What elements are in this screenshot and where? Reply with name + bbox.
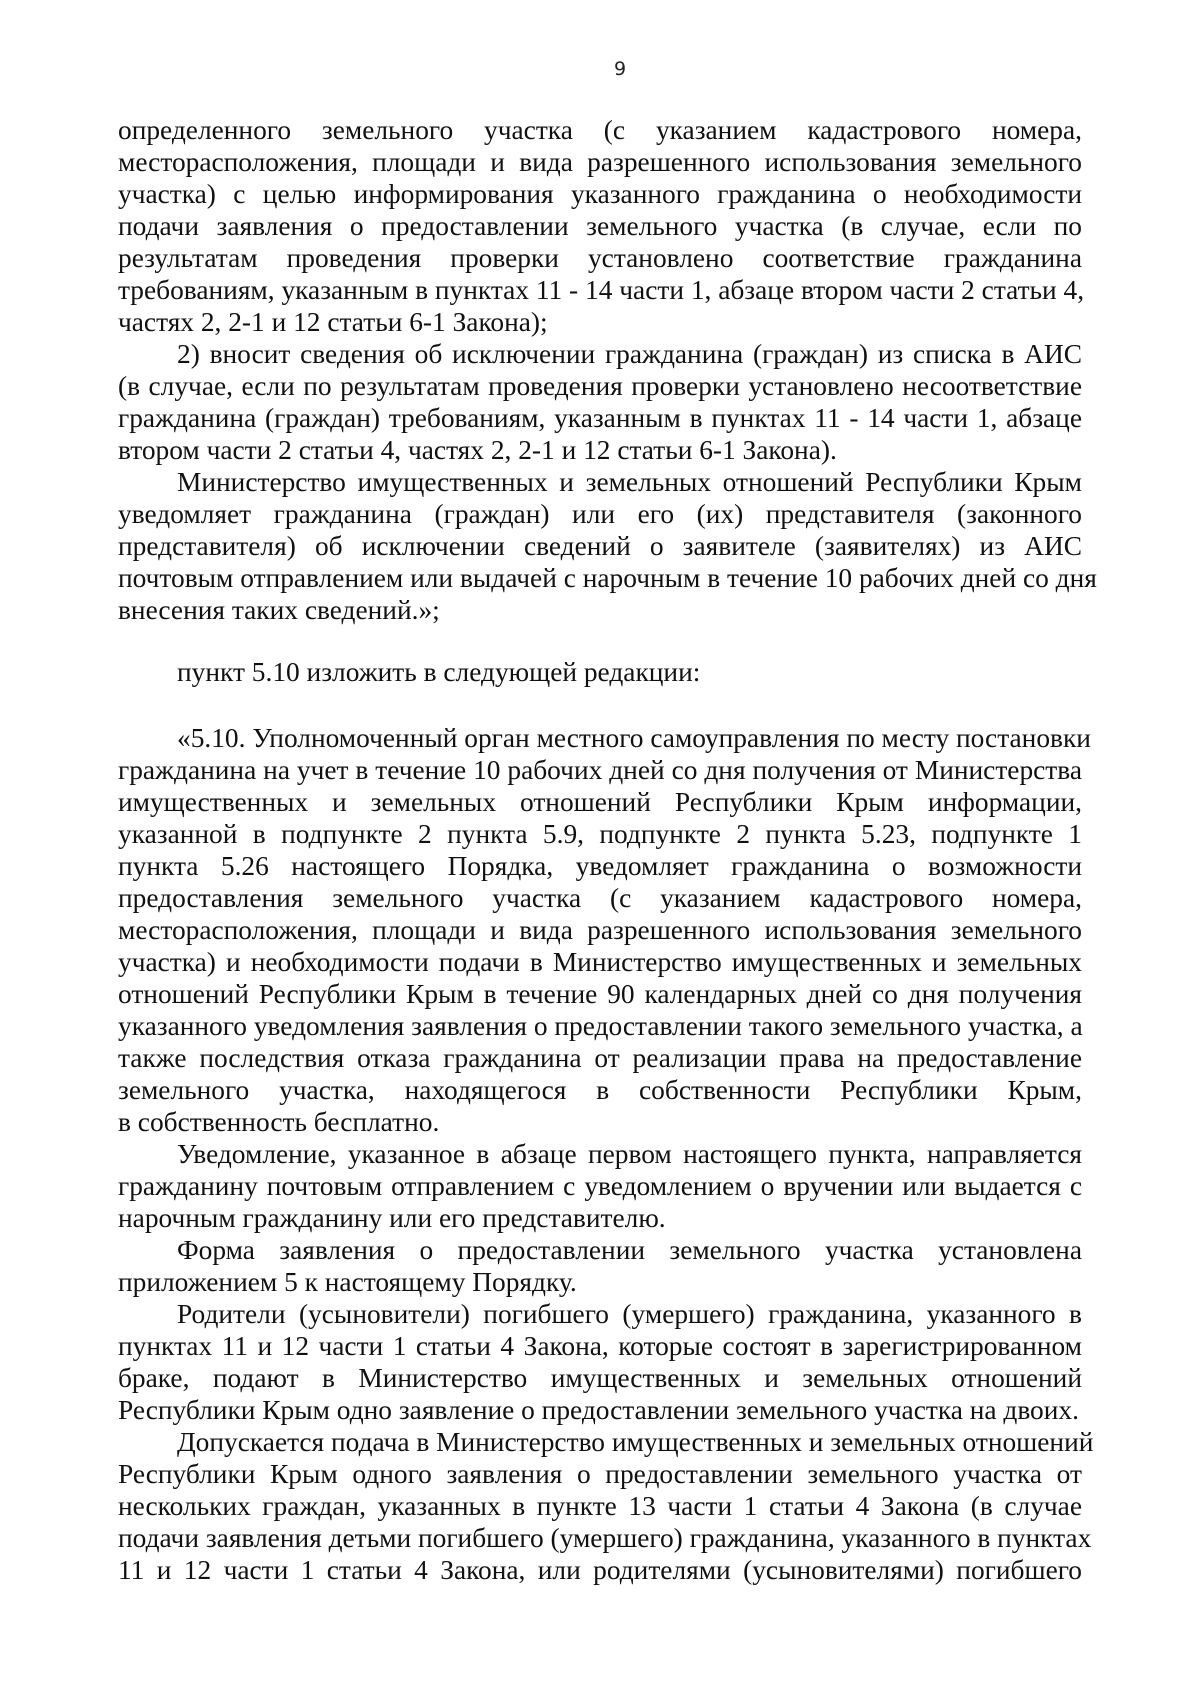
text-line: 11 и 12 части 1 статьи 4 Закона, или родителями (усыновителями) погибшего — [118, 1555, 1082, 1585]
text-line: втором части 2 статьи 4, частях 2, 2-1 и 12 статьи 6-1 Закона). — [118, 435, 837, 465]
text-line: также последствия отказа гражданина от реализации права на предоставление — [118, 1043, 1082, 1073]
document-body — [118, 114, 1097, 1586]
text-line: результатам проведения проверки установлено соответствие гражданина — [118, 243, 1082, 273]
text-line: Республики Крым одно заявление о предоставлении земельного участка на двоих. — [118, 1395, 1079, 1425]
page-number: 9 — [613, 58, 627, 80]
paragraph-p6 — [118, 1138, 1082, 1234]
text-line: гражданина на учет в течение 10 рабочих дней со дня получения от Министерства — [118, 755, 1082, 785]
text-line: нарочным гражданину или его представителю. — [118, 1203, 666, 1233]
paragraph-p8 — [118, 1298, 1082, 1426]
text-line: пункта 5.26 настоящего Порядка, уведомляет гражданина о возможности — [118, 851, 1082, 881]
text-line: нескольких граждан, указанных в пункте 13 части 1 статьи 4 Закона (в случае — [118, 1491, 1082, 1521]
text-line: браке, подают в Министерство имущественных и земельных отношений — [118, 1363, 1082, 1393]
text-line: Уведомление, указанное в абзаце первом настоящего пункта, направляется — [177, 1139, 1082, 1169]
text-line: указанной в подпункте 2 пункта 5.9, подпункте 2 пункта 5.23, подпункте 1 — [118, 819, 1082, 849]
text-line: подачи заявления о предоставлении земельного участка (в случае, если по — [118, 211, 1082, 241]
paragraph-p5 — [118, 722, 1091, 1138]
text-line: земельного участка, находящегося в собственности Республики Крым, — [118, 1075, 1082, 1105]
text-line: указанного уведомления заявления о предоставлении такого земельного участка, а — [118, 1011, 1083, 1041]
text-line: пункт 5.10 изложить в следующей редакции: — [177, 657, 701, 687]
text-line: Министерство имущественных и земельных отношений Республики Крым — [177, 467, 1082, 497]
text-line: гражданина (граждан) требованиям, указанным в пунктах 11 - 14 части 1, абзаце — [118, 403, 1082, 433]
text-line: Родители (усыновители) погибшего (умершего) гражданина, указанного в — [177, 1299, 1082, 1329]
text-line: участка) и необходимости подачи в Министерство имущественных и земельных — [118, 947, 1082, 977]
text-line: почтовым отправлением или выдачей с нарочным в течение 10 рабочих дней со дня — [118, 563, 1097, 593]
text-line: определенного земельного участка (с указанием кадастрового номера, — [118, 115, 1082, 145]
text-line: месторасположения, площади и вида разрешенного использования земельного — [118, 915, 1082, 945]
text-line: (в случае, если по результатам проведения проверки установлено несоответствие — [118, 371, 1082, 401]
text-line: приложением 5 к настоящему Порядку. — [118, 1267, 577, 1297]
text-line: гражданину почтовым отправлением с уведомлением о вручении или выдается с — [118, 1171, 1082, 1201]
paragraph-p3 — [118, 466, 1097, 626]
text-line: 2) вносит сведения об исключении гражданина (граждан) из списка в АИС — [177, 339, 1082, 369]
text-line: уведомляет гражданина (граждан) или его (их) представителя (законного — [118, 499, 1082, 529]
paragraph-p1 — [118, 114, 1085, 338]
text-line: месторасположения, площади и вида разрешенного использования земельного — [118, 147, 1082, 177]
text-line: имущественных и земельных отношений Республики Крым информации, — [118, 787, 1082, 817]
text-line: в собственность бесплатно. — [118, 1107, 440, 1137]
text-line: подачи заявления детьми погибшего (умершего) гражданина, указанного в пунктах — [118, 1523, 1092, 1553]
text-line: представителя) об исключении сведений о заявителе (заявителях) из АИС — [118, 531, 1082, 561]
paragraph-p2 — [118, 338, 1082, 466]
text-line: внесения таких сведений.»; — [118, 595, 440, 625]
text-line: «5.10. Уполномоченный орган местного самоуправления по месту постановки — [177, 723, 1091, 753]
text-line: отношений Республики Крым в течение 90 календарных дней со дня получения — [118, 979, 1082, 1009]
text-line: требованиям, указанным в пунктах 11 - 14 части 1, абзаце втором части 2 статьи 4, — [118, 275, 1085, 305]
text-line: частях 2, 2-1 и 12 статьи 6-1 Закона); — [118, 307, 548, 337]
paragraph-p7 — [118, 1234, 1082, 1298]
text-line: Допускается подача в Министерство имущественных и земельных отношений — [177, 1427, 1094, 1457]
text-line: пунктах 11 и 12 части 1 статьи 4 Закона, которые состоят в зарегистрированном — [118, 1331, 1082, 1361]
text-line: Форма заявления о предоставлении земельного участка установлена — [177, 1235, 1082, 1265]
paragraph-p9 — [118, 1426, 1094, 1586]
text-line: участка) с целью информирования указанного гражданина о необходимости — [118, 179, 1082, 209]
text-line: предоставления земельного участка (с указанием кадастрового номера, — [118, 883, 1082, 913]
text-line: Республики Крым одного заявления о предоставлении земельного участка от — [118, 1459, 1082, 1489]
paragraph-p4 — [118, 656, 1082, 688]
